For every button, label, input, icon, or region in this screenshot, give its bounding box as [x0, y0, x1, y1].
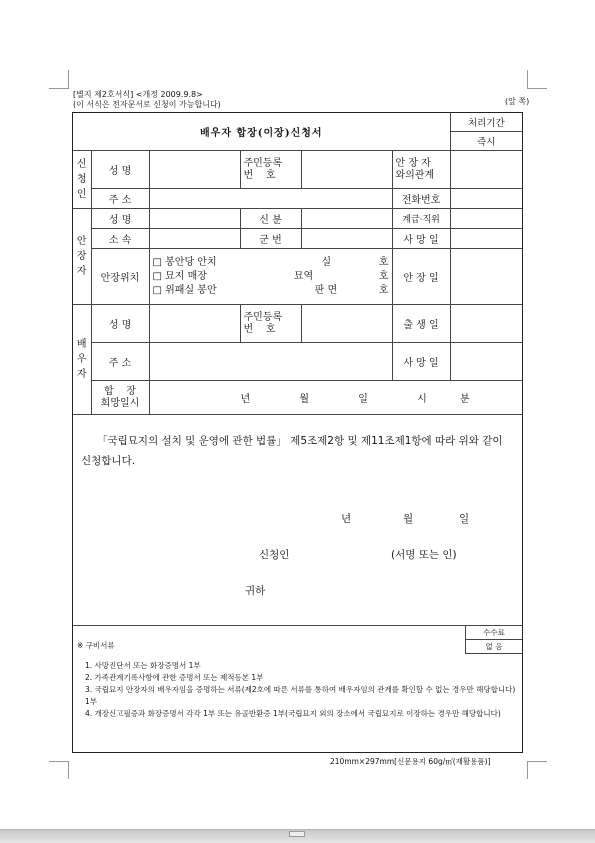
phone-field[interactable] [450, 189, 522, 209]
option-unit: 묘역 [293, 270, 314, 282]
interred-name-label: 성 명 [91, 209, 149, 229]
checkbox[interactable]: □ [152, 284, 162, 296]
applicant-rrn-field[interactable] [301, 151, 392, 189]
crop-mark [49, 88, 69, 89]
wish-line2: 희망일시 [100, 397, 140, 409]
option-suffix: 호 [378, 284, 389, 296]
hour-unit: 시 [417, 394, 427, 405]
rank-field[interactable] [450, 209, 522, 229]
fee-value: 없 음 [466, 640, 522, 654]
unit-label: 소 속 [91, 229, 149, 249]
wish-datetime-field[interactable] [149, 381, 522, 415]
minute-unit: 분 [459, 394, 470, 405]
spouse-address-label: 주 소 [91, 343, 149, 381]
list-item: 1. 사망진단서 또는 화장증명서 1부 [85, 661, 201, 670]
applicant-name-label: 성 명 [91, 151, 149, 189]
option-grave[interactable] [153, 270, 389, 284]
page-side-label: (앞 쪽) [505, 97, 530, 106]
wish-datetime-label [91, 381, 149, 415]
date-year: 년 [341, 513, 352, 525]
rrn-line1: 주민등록 [243, 311, 283, 323]
month-unit: 월 [299, 394, 310, 405]
documents-title: ※ 구비서류 [77, 641, 115, 650]
applicant-address-label: 주 소 [91, 189, 149, 209]
birth-date-label: 출 생 일 [392, 305, 450, 343]
interred-death-label: 사 망 일 [392, 229, 450, 249]
spouse-group-label: 배 우 자 [73, 305, 91, 415]
burial-location-label: 안장위치 [91, 249, 149, 305]
spouse-death-label: 사 망 일 [392, 343, 450, 381]
unit-field[interactable] [149, 229, 240, 249]
crop-mark [527, 761, 528, 779]
documents-list [85, 660, 517, 720]
list-item: 2. 가족관계기록사항에 관한 증명서 또는 제적등본 1부 [85, 673, 264, 682]
rrn-line1: 주민등록 [243, 157, 283, 169]
relation-label [392, 151, 450, 189]
option-label: 봉안당 안치 [165, 256, 217, 268]
scrollbar-handle[interactable] [289, 831, 305, 837]
date-month: 월 [403, 513, 414, 525]
checkbox[interactable]: □ [152, 270, 162, 282]
application-form [72, 112, 523, 753]
status-label: 신 분 [240, 209, 301, 229]
crop-mark [527, 88, 547, 89]
option-suffix: 호 [378, 256, 389, 268]
burial-date-label: 안 장 일 [392, 249, 450, 305]
form-table [73, 113, 522, 415]
relation-line2: 와의관계 [395, 169, 435, 181]
day-unit: 일 [358, 394, 368, 405]
interred-name-field[interactable] [149, 209, 240, 229]
processing-period-value: 즉시 [450, 132, 522, 151]
interred-group-label: 안 장 자 [73, 209, 91, 305]
electronic-note: (이 서식은 전자문서로 신청이 가능합니다) [73, 100, 221, 109]
crop-mark [68, 70, 69, 88]
burial-location-options [149, 249, 392, 305]
date-day: 일 [459, 513, 470, 525]
applicant-group-label: 신 청 인 [73, 151, 91, 209]
spouse-rrn-label [240, 305, 301, 343]
rrn-line2: 번 호 [243, 323, 276, 335]
relation-field[interactable] [450, 151, 522, 189]
spouse-name-label: 성 명 [91, 305, 149, 343]
crop-mark [68, 761, 69, 779]
applicant-name-field[interactable] [149, 151, 240, 189]
spouse-rrn-field[interactable] [301, 305, 392, 343]
applicant-rrn-label [240, 151, 301, 189]
option-ossuary[interactable] [153, 256, 389, 270]
application-statement: 「국립묘지의 설치 및 운영에 관한 법률」 제5조제2항 및 제11조제1항에 따라 위와 같이 신청합니다. [81, 435, 503, 467]
spouse-death-field[interactable] [450, 343, 522, 381]
crop-mark [527, 70, 528, 88]
option-suffix: 호 [378, 270, 389, 282]
sign-or-seal-hint: (서명 또는 인) [391, 549, 457, 561]
wish-line1: 합 장 [103, 385, 137, 397]
spouse-address-field[interactable] [149, 343, 392, 381]
rank-label: 계급·직위 [392, 209, 450, 229]
option-tablet[interactable] [153, 284, 389, 298]
service-number-label: 군 번 [240, 229, 301, 249]
form-number: [별지 제2호서식] <개정 2009.9.8> [73, 90, 203, 99]
option-label: 묘지 매장 [165, 270, 207, 282]
crop-mark [49, 761, 69, 762]
phone-label: 전화번호 [392, 189, 450, 209]
list-item: 3. 국립묘지 안장자의 배우자임을 증명하는 서류(제2호에 따른 서류를 통하여 배우자임의 관계를 확인할 수 없는 경우만 해당합니다) 1부 [85, 685, 516, 706]
required-documents [73, 625, 522, 753]
option-unit: 실 [321, 256, 332, 268]
burial-date-field[interactable] [450, 249, 522, 305]
addressee: 귀하 [245, 585, 266, 597]
horizontal-scrollbar[interactable] [0, 829, 595, 843]
service-number-field[interactable] [301, 229, 392, 249]
applicant-sign-label: 신청인 [259, 549, 290, 561]
option-label: 위패실 봉안 [165, 284, 217, 296]
rrn-line2: 번 호 [243, 169, 276, 181]
list-item: 4. 개장신고필증과 화장증명서 각각 1부 또는 유골반환증 1부(국립묘지 외의 장소에서 국립묘지로 이장하는 경우만 해당합니다) [85, 709, 501, 718]
interred-death-field[interactable] [450, 229, 522, 249]
status-field[interactable] [301, 209, 392, 229]
fee-label: 수수료 [466, 626, 522, 640]
relation-line1: 안 장 자 [395, 157, 431, 169]
checkbox[interactable]: □ [152, 256, 162, 268]
form-title: 배우자 합장(이장)신청서 [73, 113, 450, 151]
applicant-address-field[interactable] [149, 189, 392, 209]
birth-date-field[interactable] [450, 305, 522, 343]
fee-box [465, 626, 522, 654]
paper-spec: 210mm×297mm[신문용지 60g/㎡(재활용품)] [330, 757, 491, 766]
spouse-name-field[interactable] [149, 305, 240, 343]
option-unit: 판 면 [314, 284, 338, 296]
crop-mark [527, 761, 547, 762]
year-unit: 년 [240, 394, 251, 405]
processing-period-label: 처리기간 [450, 113, 522, 132]
